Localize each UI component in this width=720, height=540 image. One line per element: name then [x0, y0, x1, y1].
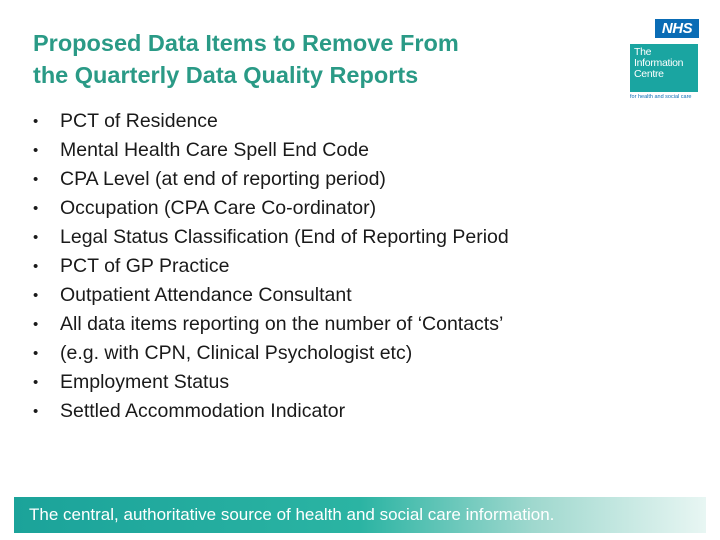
bullet-icon: •	[33, 113, 39, 130]
list-item-text: (e.g. with CPN, Clinical Psychologist etc)	[60, 342, 413, 364]
footer-text: The central, authoritative source of health and social care information.	[29, 505, 555, 524]
bullet-icon: •	[33, 229, 39, 246]
bullet-icon: •	[33, 171, 39, 188]
slide-title	[33, 27, 593, 91]
footer-banner	[14, 497, 706, 533]
nhs-logo: NHS	[655, 19, 699, 38]
logo-name-line-1: The	[634, 46, 652, 58]
bullet-icon: •	[33, 403, 39, 420]
title-line-1: Proposed Data Items to Remove From	[33, 30, 459, 56]
list-item-text: PCT of Residence	[60, 110, 218, 132]
bullet-icon: •	[33, 258, 39, 275]
list-item-text: Legal Status Classification (End of Reporting Period	[60, 226, 509, 248]
list-item-text: Outpatient Attendance Consultant	[60, 284, 352, 306]
bullet-icon: •	[33, 200, 39, 217]
list-item-text: Employment Status	[60, 371, 230, 393]
logo-tagline: for health and social care	[630, 94, 692, 100]
bullet-icon: •	[33, 287, 39, 304]
list-item-text: PCT of GP Practice	[60, 255, 230, 277]
list-item-text: CPA Level (at end of reporting period)	[60, 168, 386, 190]
list-item-text: All data items reporting on the number of ‘Contacts’	[60, 313, 504, 335]
information-centre-block	[630, 44, 698, 92]
bullet-icon: •	[33, 316, 39, 333]
bullet-icon: •	[33, 142, 39, 159]
list-item-text: Settled Accommodation Indicator	[60, 400, 346, 422]
list-item-text: Mental Health Care Spell End Code	[60, 139, 369, 161]
logo-name-line-2: Information	[634, 57, 684, 69]
bullet-icon: •	[33, 374, 39, 391]
bullet-icon: •	[33, 345, 39, 362]
title-line-2: the Quarterly Data Quality Reports	[33, 62, 419, 88]
list-item-text: Occupation (CPA Care Co-ordinator)	[60, 197, 377, 219]
information-centre-logo	[630, 19, 710, 100]
logo-name-line-3: Centre	[634, 68, 664, 80]
